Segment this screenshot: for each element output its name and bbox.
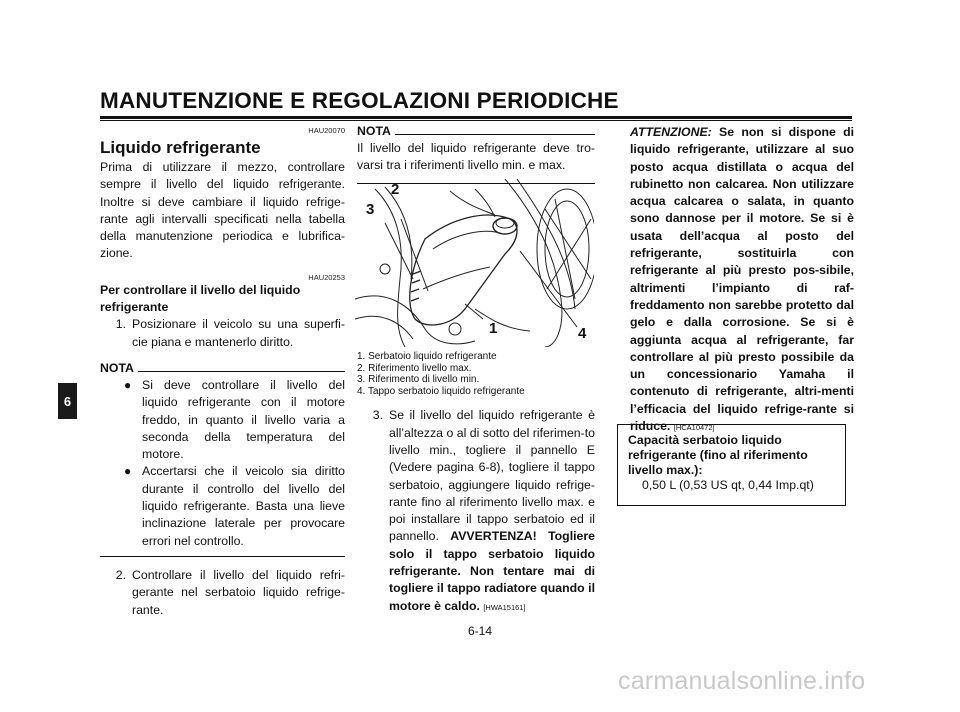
warning-text: AVVERTENZA! Togliere solo il tappo serbatoio liquido refrigerante. Non tentare mai di togliere il tappo radiatore quando il motore è caldo.: [389, 529, 595, 613]
step-number: 1.: [115, 317, 126, 332]
subsection-heading: Per controllare il livello del liquido refrigerante: [100, 282, 301, 315]
note-label: NOTA: [100, 360, 134, 375]
caution-text: Se non si dispone di liquido refrigerante, utilizzare al suo posto acqua distillata o acqua del rubinetto non calcarea. Non utilizzare acqua calcarea o salata, in quanto sono dannose per il motore. Se si è usata dell’acqua al posto del refrigerante, sostituirla con refrigerante al più presto pos-sibile, altrimenti l’impianto di raf-freddamento non sarebbe protetto dal gelo e dalla corrosione. Se si è aggiunta acqua al refrigerante, far controllare al più presto possibile da un concessionario Yamaha il contenuto di refrigerante, altri-menti l’efficacia del liquido refrige-rante si riduce.: [630, 125, 854, 434]
header-rule: [100, 116, 852, 119]
page-number: 6-14: [467, 624, 493, 638]
bullet-icon: ●: [124, 377, 132, 392]
spec-title: Capacità serbatoio liquido refrigerante (fino al riferimento livello max.):: [628, 433, 808, 477]
step-1: [100, 316, 345, 351]
callout-3: 3: [366, 201, 375, 218]
step-2: [100, 567, 345, 619]
callout-4: 4: [578, 325, 587, 342]
figure-caption: 3. Riferimento di livello min.: [357, 374, 480, 386]
spec-box: [617, 424, 846, 506]
caution-code: [HCA10472]: [673, 423, 715, 433]
figure-caption: 4. Tappo serbatoio liquido refrigerante: [357, 385, 525, 397]
page-header-title: MANUTENZIONE E REGOLAZIONI PERIODICHE: [100, 88, 619, 113]
coolant-reservoir-figure: [355, 179, 594, 347]
step-number: 3.: [372, 408, 383, 423]
caution-label: ATTENZIONE:: [630, 125, 712, 139]
chapter-tab: [58, 383, 77, 419]
note-header: [100, 361, 345, 375]
note-label: NOTA: [357, 124, 391, 138]
chapter-number: 6: [63, 393, 72, 409]
coolant-reservoir-illustration: [355, 179, 594, 347]
spec-value: 0,50 L (0,53 US qt, 0,44 Imp.qt): [642, 478, 814, 492]
intro-paragraph: Prima di utilizzare il mezzo, controllare sempre il livello del liquido refrigerante. Inoltre si deve cambiare il liquido refrige-rante agli intervalli specificati nella tabella della manutenzione periodica e lubrifica-zione.: [100, 160, 345, 261]
watermark: carmanualsonline.info: [618, 667, 866, 695]
note-bullet: [124, 463, 345, 549]
header-rule-thin: [100, 120, 852, 121]
note-header: [357, 124, 595, 138]
column-middle-lower: [357, 351, 595, 616]
step-3: [357, 407, 595, 616]
bullet-icon: ●: [124, 464, 132, 479]
step-number: 2.: [115, 567, 126, 582]
section-code: HAU20070: [308, 126, 345, 135]
column-middle: [357, 124, 595, 184]
caution-block: [618, 124, 854, 436]
note-text: Il livello del liquido refrigerante deve tro-varsi tra i riferimenti livello min. e max.: [357, 141, 595, 173]
column-left: [100, 126, 345, 619]
note-end-rule: [100, 556, 345, 557]
note-bullet: [124, 377, 345, 463]
callout-1: 1: [489, 320, 498, 337]
bullet-text: Accertarsi che il veicolo sia diritto durante il controllo del livello del liquido refrigerante. Basta una lieve inclinazione laterale per provocare errori nel controllo.: [142, 464, 345, 548]
step-3-body: Se il livello del liquido refrigerante è all’altezza o al di sotto del riferimen-to livello min., togliere il pannello E (Vedere pagina 6-8), togliere il tappo serbatoio, aggiungere liquido refrige-rante fino al riferimento livello max. e poi installare il tappo serbatoio ed il pannello.: [389, 408, 595, 544]
step-text: [389, 407, 595, 616]
figure-caption: 2. Riferimento livello max.: [357, 362, 472, 374]
step-text: Posizionare il veicolo su una superfi-cie piana e mantenerlo diritto.: [132, 317, 345, 349]
callout-2: 2: [391, 181, 400, 198]
warning-code: [HWA15161]: [483, 602, 526, 612]
section-heading: Liquido refrigerante: [100, 138, 261, 157]
step-text: Controllare il livello del liquido refri-gerante nel serbatoio liquido refrige-rante.: [132, 567, 345, 617]
subsection-code: HAU20253: [308, 272, 345, 282]
column-right: [618, 124, 854, 436]
figure-caption: 1. Serbatoio liquido refrigerante: [357, 351, 497, 362]
note-bullets: [100, 377, 345, 550]
bullet-text: Si deve controllare il livello del liquido refrigerante con il motore freddo, in quanto il livello varia a seconda della temperatura del motore.: [142, 377, 345, 462]
